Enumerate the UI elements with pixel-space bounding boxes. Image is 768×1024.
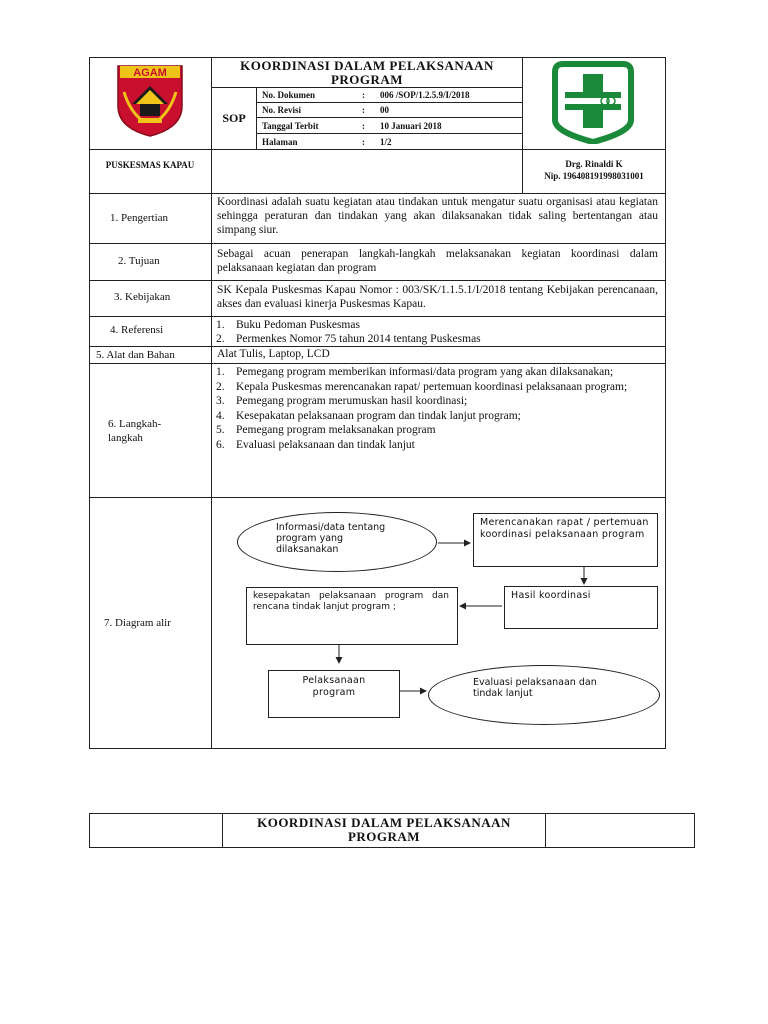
list-item: 2. Kepala Puskesmas merencanakan rapat/ pertemuan koordinasi pelaksanaan program;	[216, 380, 628, 393]
section-label-pengertian: 1. Pengertian	[110, 212, 169, 224]
section-label-tujuan: 2. Tujuan	[118, 255, 160, 267]
section-label-langkah: 6. Langkah-langkah	[108, 418, 162, 444]
agam-logo	[110, 62, 190, 138]
langkah-list	[212, 365, 660, 452]
flow-node-informasi: Informasi/data tentang program yang dilaksanakan	[237, 512, 437, 572]
flow-node-pelaksanaan: Pelaksanaan program	[268, 670, 400, 718]
flow-node-kesepakatan: kesepakatan pelaksanaan program dan rencana tindak lanjut program ;	[246, 587, 458, 645]
list-item: 3. Pemegang program merumuskan hasil koordinasi;	[216, 395, 468, 407]
agam-logo-text: AGAM	[133, 67, 167, 79]
section-label-kebijakan: 3. Kebijakan	[114, 291, 171, 303]
page2-title: KOORDINASI DALAM PELAKSANAAN PROGRAM	[257, 815, 511, 844]
section-text-alat: Alat Tulis, Laptop, LCD	[217, 348, 330, 360]
flow-node-merencanakan: Merencanakan rapat / pertemuan koordinasi pelaksanaan program	[473, 513, 658, 567]
puskesmas-logo	[551, 60, 635, 144]
signer-name: Drg. Rinaldi K	[565, 159, 623, 169]
document-title: KOORDINASI DALAM PELAKSANAAN PROGRAM	[240, 58, 494, 87]
section-label-referensi: 4. Referensi	[110, 324, 164, 336]
list-item: 1. Pemegang program memberikan informasi/data program yang akan dilaksanakan;	[216, 366, 614, 378]
org-name: PUSKESMAS KAPAU	[105, 160, 195, 170]
flow-node-hasil: Hasil koordinasi	[504, 586, 658, 629]
section-text-tujuan: Sebagai acuan penerapan langkah-langkah melaksanakan kegiatan koordinasi dalam pelaksanaan kegiatan dan program	[217, 248, 658, 274]
sop-label: SOP	[222, 111, 246, 125]
list-item: 1. Buku Pedoman Puskesmas	[216, 319, 360, 331]
list-item: 2. Permenkes Nomor 75 tahun 2014 tentang Puskesmas	[216, 333, 481, 345]
section-label-diagram: 7. Diagram alir	[104, 617, 171, 629]
section-label-alat: 5. Alat dan Bahan	[96, 349, 175, 361]
signer-nip: Nip. 196408191998031001	[544, 171, 644, 181]
section-text-kebijakan: SK Kepala Puskesmas Kapau Nomor : 003/SK/1.1.5.1/I/2018 tentang Kebijakan perencanaan, akses dan evaluasi kinerja Puskesmas Kapau.	[217, 284, 658, 310]
flow-node-evaluasi: Evaluasi pelaksanaan dan tindak lanjut	[428, 665, 660, 725]
list-item: 5. Pemegang program melaksanakan program	[216, 424, 436, 436]
referensi-list	[212, 318, 660, 346]
section-text-pengertian: Koordinasi adalah suatu kegiatan atau tindakan untuk mengatur suatu organisasi atau kegiatan sehingga peraturan dan tindakan yang akan dilaksanakan tidak saling bertentangan atau simpang siur.	[217, 196, 658, 236]
list-item: 4. Kesepakatan pelaksanaan program dan tindak lanjut program;	[216, 409, 521, 422]
list-item: 6. Evaluasi pelaksanaan dan tindak lanjut	[216, 438, 415, 451]
